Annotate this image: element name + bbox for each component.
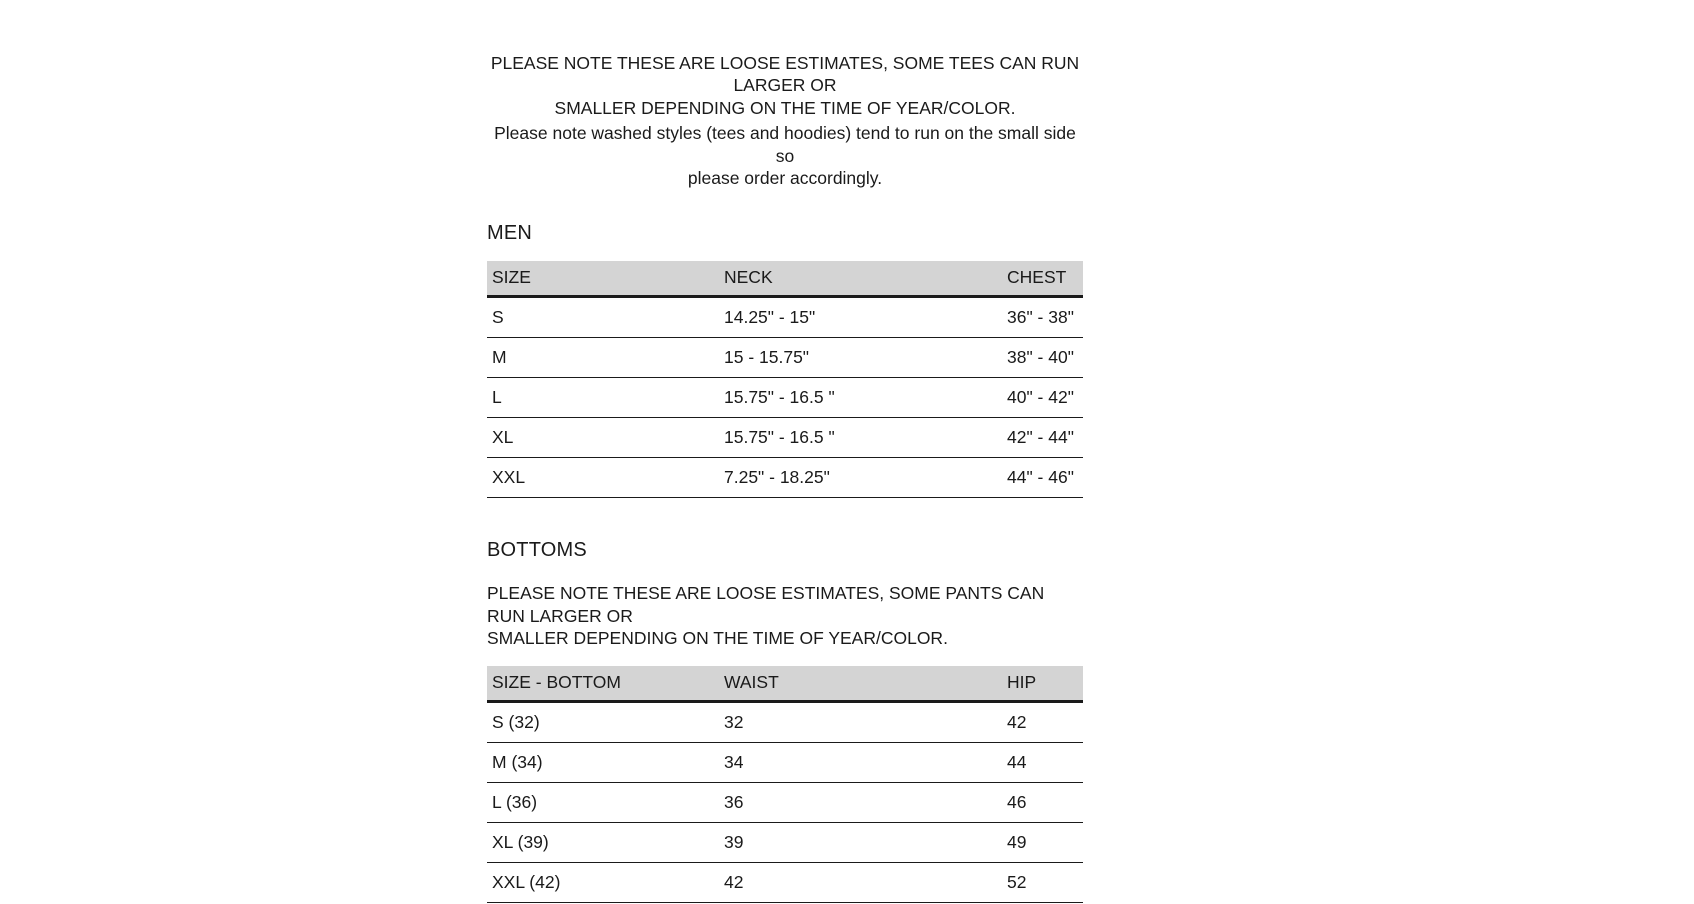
table-row <box>487 338 1083 378</box>
intro-line-4: please order accordingly. <box>687 167 883 188</box>
intro-line-2: SMALLER DEPENDING ON THE TIME OF YEAR/COLOR. <box>554 97 1016 118</box>
table-row <box>487 418 1083 458</box>
cell-size: L <box>487 378 719 418</box>
cell-chest: 36" - 38" <box>1002 297 1083 338</box>
bottoms-note-line-2: SMALLER DEPENDING ON THE TIME OF YEAR/COLOR. <box>487 628 948 649</box>
column-header-size-bottom: SIZE - BOTTOM <box>487 666 719 702</box>
cell-neck: 7.25" - 18.25" <box>719 458 1002 498</box>
content-column <box>487 0 1083 903</box>
cell-hip: 42 <box>1002 701 1083 742</box>
cell-waist: 34 <box>719 742 1002 782</box>
cell-chest: 40" - 42" <box>1002 378 1083 418</box>
table-row <box>487 822 1083 862</box>
intro-line-1: PLEASE NOTE THESE ARE LOOSE ESTIMATES, SOME TEES CAN RUN LARGER OR <box>490 53 1080 96</box>
cell-size-bottom: L (36) <box>487 782 719 822</box>
table-row <box>487 742 1083 782</box>
men-section-title: MEN <box>487 222 533 245</box>
cell-chest: 42" - 44" <box>1002 418 1083 458</box>
table-header-row <box>487 666 1083 702</box>
cell-size-bottom: XL (39) <box>487 822 719 862</box>
cell-size-bottom: XXL (42) <box>487 862 719 902</box>
cell-size-bottom: S (32) <box>487 701 719 742</box>
men-size-table <box>487 261 1083 498</box>
cell-size-bottom: M (34) <box>487 742 719 782</box>
column-header-waist: WAIST <box>719 666 1002 702</box>
table-row <box>487 458 1083 498</box>
column-header-hip: HIP <box>1002 666 1083 702</box>
bottoms-section <box>487 539 1083 902</box>
cell-waist: 32 <box>719 701 1002 742</box>
table-row <box>487 701 1083 742</box>
cell-hip: 49 <box>1002 822 1083 862</box>
column-header-neck: NECK <box>719 261 1002 297</box>
cell-neck: 15 - 15.75" <box>719 338 1002 378</box>
cell-hip: 44 <box>1002 742 1083 782</box>
table-row <box>487 378 1083 418</box>
bottoms-size-table <box>487 666 1083 903</box>
bottoms-note <box>487 582 1083 649</box>
column-header-size: SIZE <box>487 261 719 297</box>
cell-size: S <box>487 297 719 338</box>
cell-chest: 44" - 46" <box>1002 458 1083 498</box>
cell-size: M <box>487 338 719 378</box>
column-header-chest: CHEST <box>1002 261 1083 297</box>
cell-neck: 15.75" - 16.5 " <box>719 378 1002 418</box>
table-row <box>487 862 1083 902</box>
cell-hip: 52 <box>1002 862 1083 902</box>
cell-neck: 14.25" - 15" <box>719 297 1002 338</box>
cell-hip: 46 <box>1002 782 1083 822</box>
bottoms-section-title: BOTTOMS <box>487 539 587 562</box>
cell-waist: 42 <box>719 862 1002 902</box>
intro-note <box>487 0 1083 189</box>
cell-neck: 15.75" - 16.5 " <box>719 418 1002 458</box>
cell-waist: 39 <box>719 822 1002 862</box>
cell-waist: 36 <box>719 782 1002 822</box>
table-row <box>487 782 1083 822</box>
table-header-row <box>487 261 1083 297</box>
cell-size: XXL <box>487 458 719 498</box>
cell-size: XL <box>487 418 719 458</box>
bottoms-note-line-1: PLEASE NOTE THESE ARE LOOSE ESTIMATES, SOME PANTS CAN RUN LARGER OR <box>487 583 1045 626</box>
intro-line-3: Please note washed styles (tees and hoodies) tend to run on the small side so <box>494 123 1076 166</box>
cell-chest: 38" - 40" <box>1002 338 1083 378</box>
table-row <box>487 297 1083 338</box>
